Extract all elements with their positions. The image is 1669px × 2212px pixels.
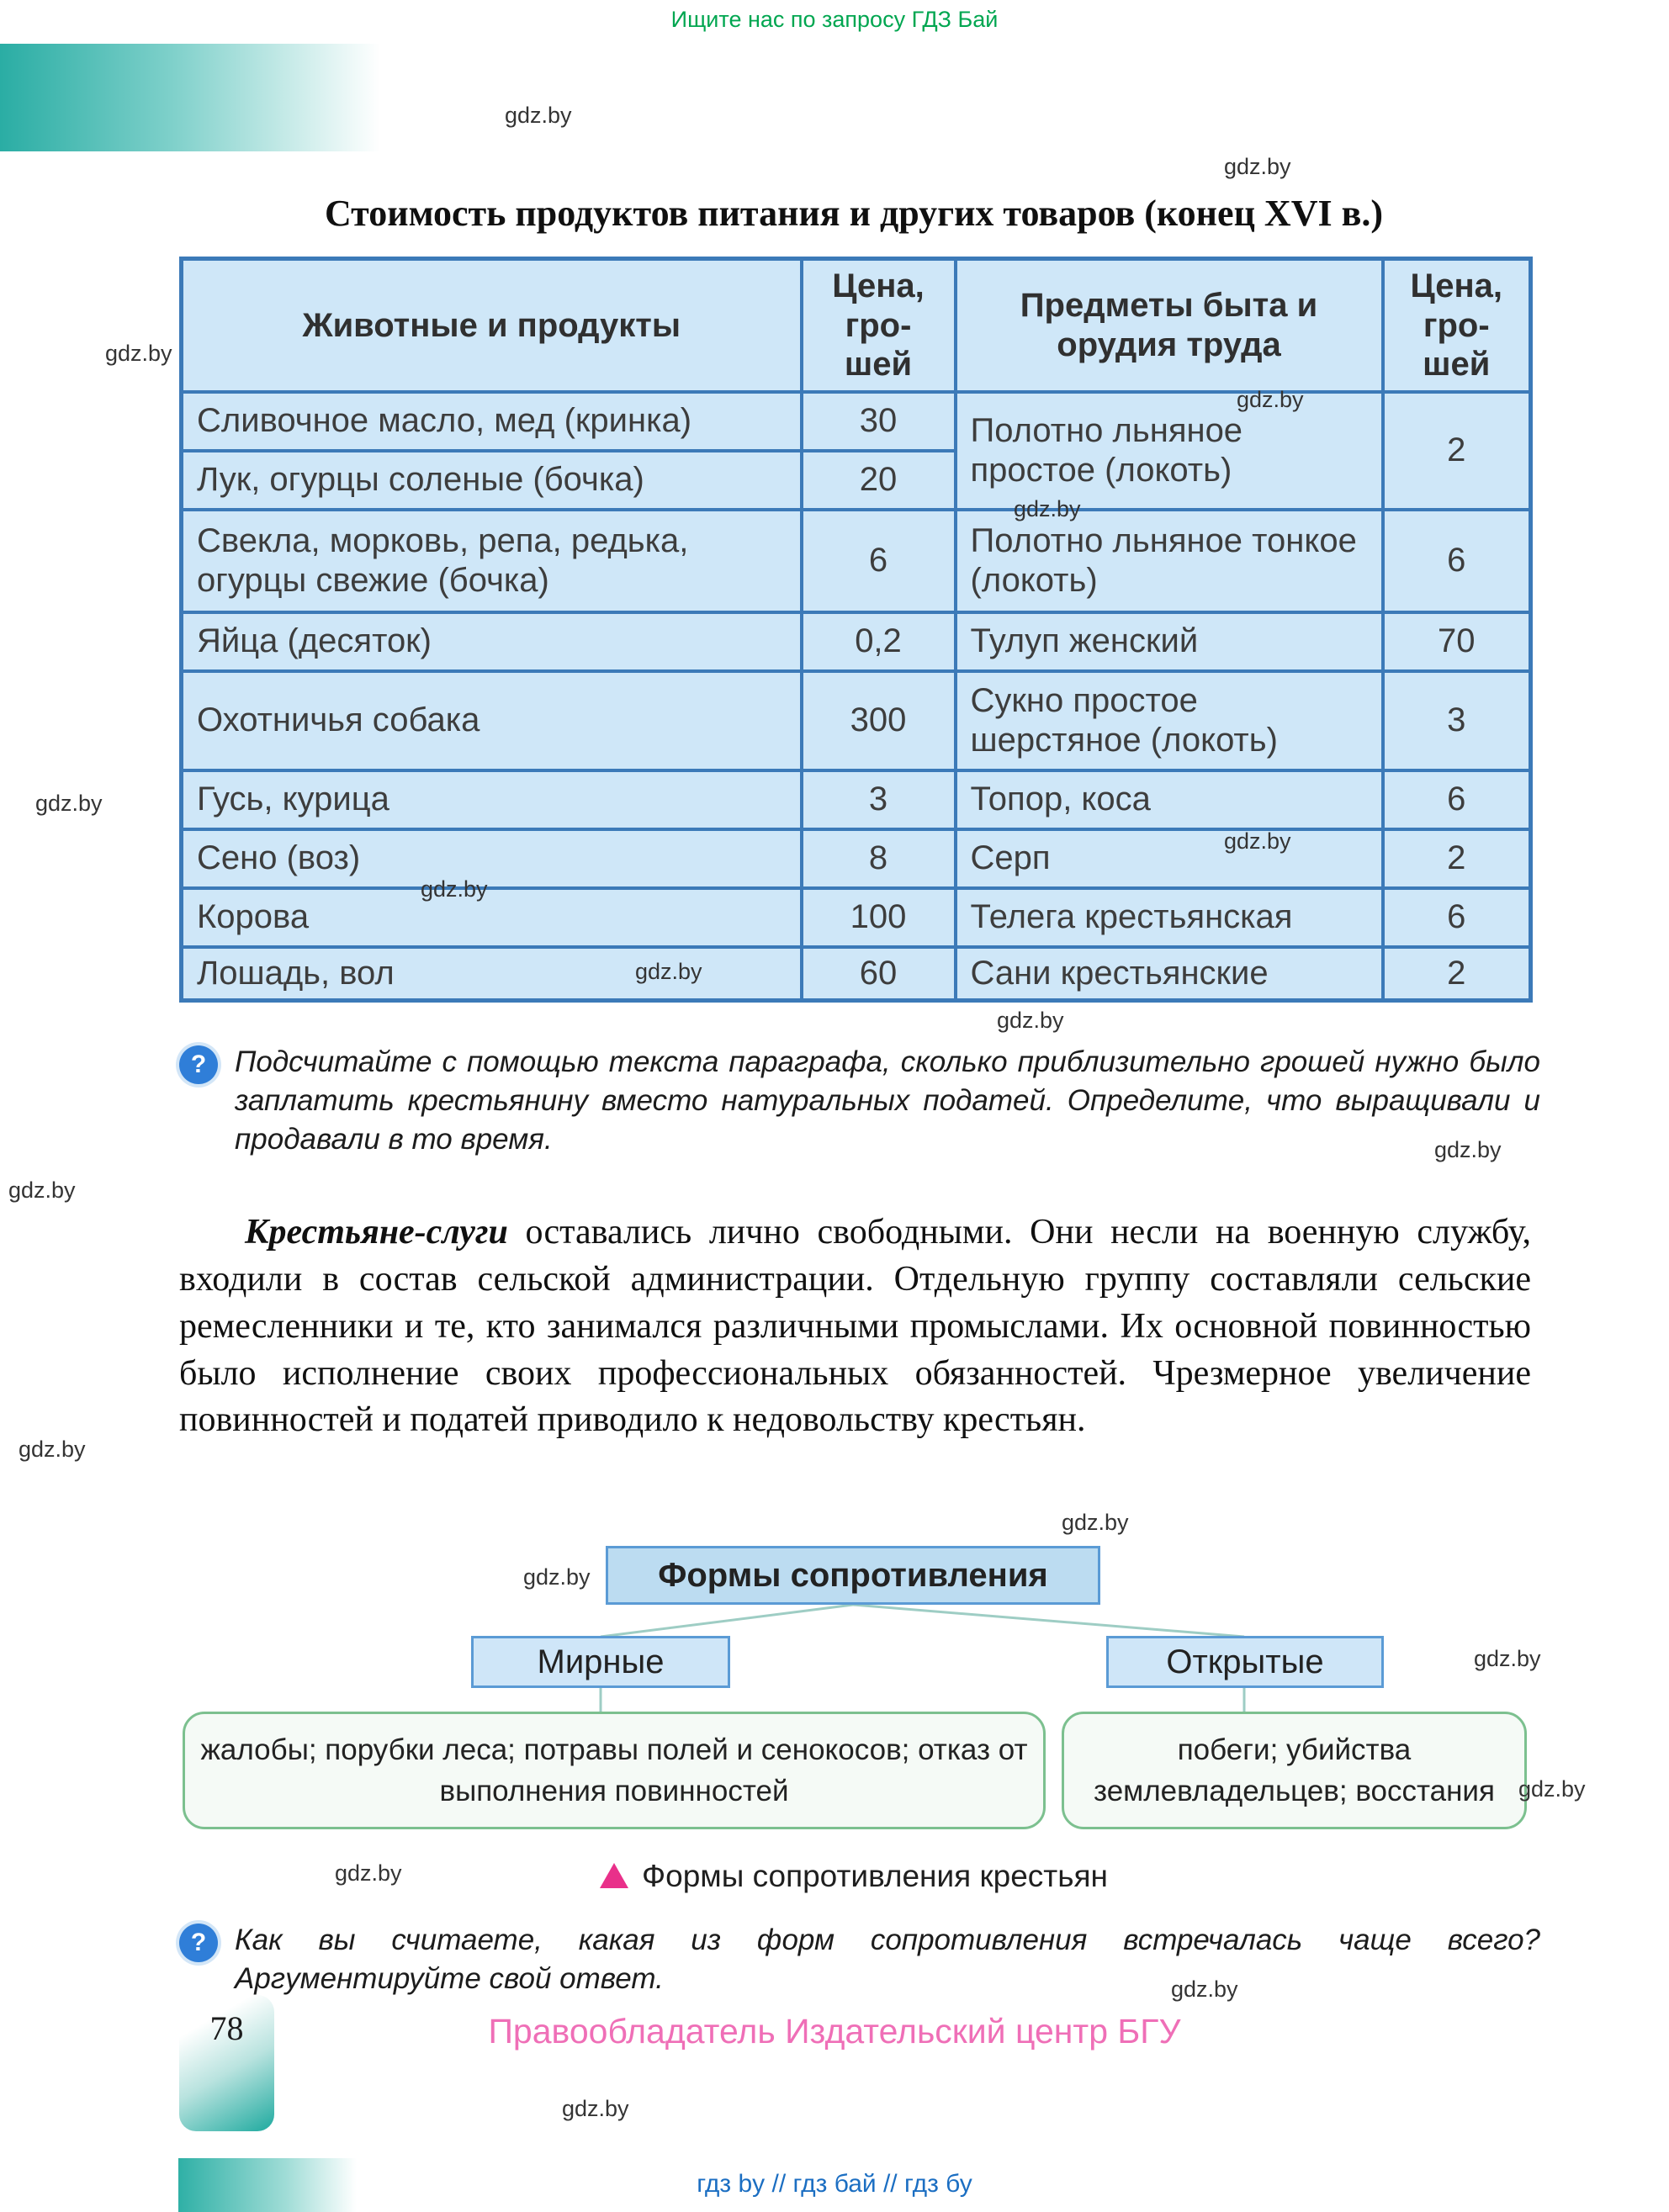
animal-cell: Свекла, морковь, репа, редька, огурцы свежие (бочка) bbox=[182, 510, 802, 612]
animal-price-cell: 20 bbox=[802, 451, 956, 510]
watermark: gdz.by bbox=[1518, 1776, 1586, 1802]
animal-cell: Сено (воз) bbox=[182, 829, 802, 888]
col-header-price-left bbox=[802, 259, 956, 392]
question-icon: ? bbox=[179, 1924, 218, 1962]
item-price-cell: 2 bbox=[1383, 829, 1531, 888]
watermark: gdz.by bbox=[635, 959, 702, 984]
animal-price-cell: 100 bbox=[802, 888, 956, 947]
price-header-line: Цена, bbox=[832, 267, 925, 305]
item-cell: Полотно льняное простое (локоть) bbox=[956, 392, 1383, 510]
item-price-cell: 6 bbox=[1383, 510, 1531, 612]
animal-cell: Лук, огурцы соленые (бочка) bbox=[182, 451, 802, 510]
item-cell: Телега крестьянская bbox=[956, 888, 1383, 947]
animal-price-cell: 8 bbox=[802, 829, 956, 888]
diagram-leaf-open: побеги; убийства землевладельцев; восстания bbox=[1062, 1712, 1527, 1829]
animal-cell: Сливочное масло, мед (кринка) bbox=[182, 392, 802, 451]
watermark: gdz.by bbox=[997, 1008, 1064, 1033]
col-header-price-right bbox=[1383, 259, 1531, 392]
question-block-2 bbox=[179, 1921, 1540, 1998]
watermark: gdz.by bbox=[1062, 1510, 1129, 1535]
item-price-cell: 70 bbox=[1383, 612, 1531, 671]
item-cell: Сани крестьянские bbox=[956, 947, 1383, 1001]
animal-price-cell: 60 bbox=[802, 947, 956, 1001]
item-cell: Серп bbox=[956, 829, 1383, 888]
animal-price-cell: 6 bbox=[802, 510, 956, 612]
item-cell: Топор, коса bbox=[956, 770, 1383, 829]
diagram-leaf-peaceful: жалобы; порубки леса; потравы полей и сенокосов; отказ от выполнения повинностей bbox=[183, 1712, 1046, 1829]
watermark: gdz.by bbox=[1224, 828, 1291, 854]
animal-price-cell: 300 bbox=[802, 671, 956, 770]
table-row bbox=[182, 770, 1531, 829]
promo-text: Ищите нас по запросу ГДЗ Бай bbox=[670, 7, 999, 32]
question-text: Как вы считаете, какая из форм сопротивления встречалась чаще всего? Аргументируйте свой ответ. bbox=[235, 1924, 1540, 1996]
triangle-marker-icon bbox=[600, 1863, 628, 1888]
paragraph-text: оставались лично свободными. Они несли на военную службу, входили в состав сельской администрации. Отдельную группу составляли сельские ремесленники и те, кто занимался различными промыслами. Их основной повинностью было исполнение своих профессиональных обязанностей. Чрезмерное увеличение повинностей и податей приводило к недовольству крестьян. bbox=[179, 1213, 1531, 1440]
item-cell: Тулуп женский bbox=[956, 612, 1383, 671]
price-header-line: шей bbox=[1423, 345, 1491, 383]
question-block-1 bbox=[179, 1043, 1540, 1160]
animal-price-cell: 3 bbox=[802, 770, 956, 829]
watermark: gdz.by bbox=[1171, 1977, 1238, 2002]
watermark: gdz.by bbox=[105, 341, 172, 366]
watermark: gdz.by bbox=[1224, 154, 1291, 179]
diagram-branch-peaceful: Мирные bbox=[471, 1636, 730, 1688]
item-price-cell: 6 bbox=[1383, 770, 1531, 829]
animal-cell: Корова bbox=[182, 888, 802, 947]
col-header-animals: Животные и продукты bbox=[182, 259, 802, 392]
page-number-badge bbox=[179, 1995, 274, 2131]
table-header-row bbox=[182, 259, 1531, 392]
animal-cell: Гусь, курица bbox=[182, 770, 802, 829]
resistance-diagram bbox=[179, 1531, 1529, 1834]
page-title: Стоимость продуктов питания и других товаров (конец XVI в.) bbox=[324, 193, 1384, 234]
watermark: gdz.by bbox=[1474, 1646, 1541, 1671]
item-price-cell: 2 bbox=[1383, 947, 1531, 1001]
watermark: gdz.by bbox=[1237, 387, 1304, 412]
lead-term: Крестьяне-слуги bbox=[245, 1213, 508, 1252]
price-table bbox=[179, 257, 1533, 1003]
watermark: gdz.by bbox=[335, 1860, 402, 1886]
page-number: 78 bbox=[209, 2009, 244, 2047]
watermark: gdz.by bbox=[1434, 1137, 1502, 1162]
question-text: Подсчитайте с помощью текста параграфа, сколько приблизительно грошей нужно было заплатить крестьянину вместо натуральных податей. Определите, что выращивали и продавали в то время. bbox=[235, 1045, 1540, 1156]
table-row bbox=[182, 671, 1531, 770]
top-accent-bar bbox=[0, 44, 380, 151]
watermark: gdz.by bbox=[8, 1177, 76, 1203]
animal-price-cell: 0,2 bbox=[802, 612, 956, 671]
table-row bbox=[182, 947, 1531, 1001]
animal-cell: Лошадь, вол bbox=[182, 947, 802, 1001]
diagram-root-node: Формы сопротивления bbox=[606, 1546, 1100, 1605]
price-header-line: Цена, bbox=[1410, 267, 1502, 305]
table-row bbox=[182, 510, 1531, 612]
item-price-cell: 6 bbox=[1383, 888, 1531, 947]
price-header-line: гро- bbox=[1423, 306, 1490, 344]
watermark: gdz.by bbox=[505, 103, 572, 128]
watermark: gdz.by bbox=[523, 1564, 591, 1590]
body-paragraph bbox=[179, 1209, 1531, 1444]
item-cell: Сукно простое шерстяное (локоть) bbox=[956, 671, 1383, 770]
animal-cell: Яйца (десяток) bbox=[182, 612, 802, 671]
watermark: gdz.by bbox=[19, 1437, 86, 1462]
table-row bbox=[182, 829, 1531, 888]
diagram-caption-text: Формы сопротивления крестьян bbox=[641, 1859, 1108, 1893]
col-header-items: Предметы быта и орудия труда bbox=[956, 259, 1383, 392]
table-row bbox=[182, 612, 1531, 671]
animal-price-cell: 30 bbox=[802, 392, 956, 451]
diagram-branch-open: Открытые bbox=[1106, 1636, 1384, 1688]
watermark: gdz.by bbox=[35, 791, 103, 816]
item-cell: Полотно льняное тонкое (локоть) bbox=[956, 510, 1383, 612]
watermark: gdz.by bbox=[562, 2096, 629, 2121]
watermark: gdz.by bbox=[1014, 496, 1081, 521]
copyright-text: Правообладатель Издательский центр БГУ bbox=[488, 2012, 1181, 2051]
watermark: gdz.by bbox=[421, 876, 488, 902]
item-price-cell: 3 bbox=[1383, 671, 1531, 770]
question-icon: ? bbox=[179, 1045, 218, 1084]
footer-links[interactable]: гдз by // гдз бай // гдз бу bbox=[697, 2170, 972, 2198]
table-row bbox=[182, 392, 1531, 451]
price-header-line: гро- bbox=[845, 306, 912, 344]
table-row bbox=[182, 888, 1531, 947]
item-price-cell: 2 bbox=[1383, 392, 1531, 510]
price-header-line: шей bbox=[844, 345, 913, 383]
animal-cell: Охотничья собака bbox=[182, 671, 802, 770]
